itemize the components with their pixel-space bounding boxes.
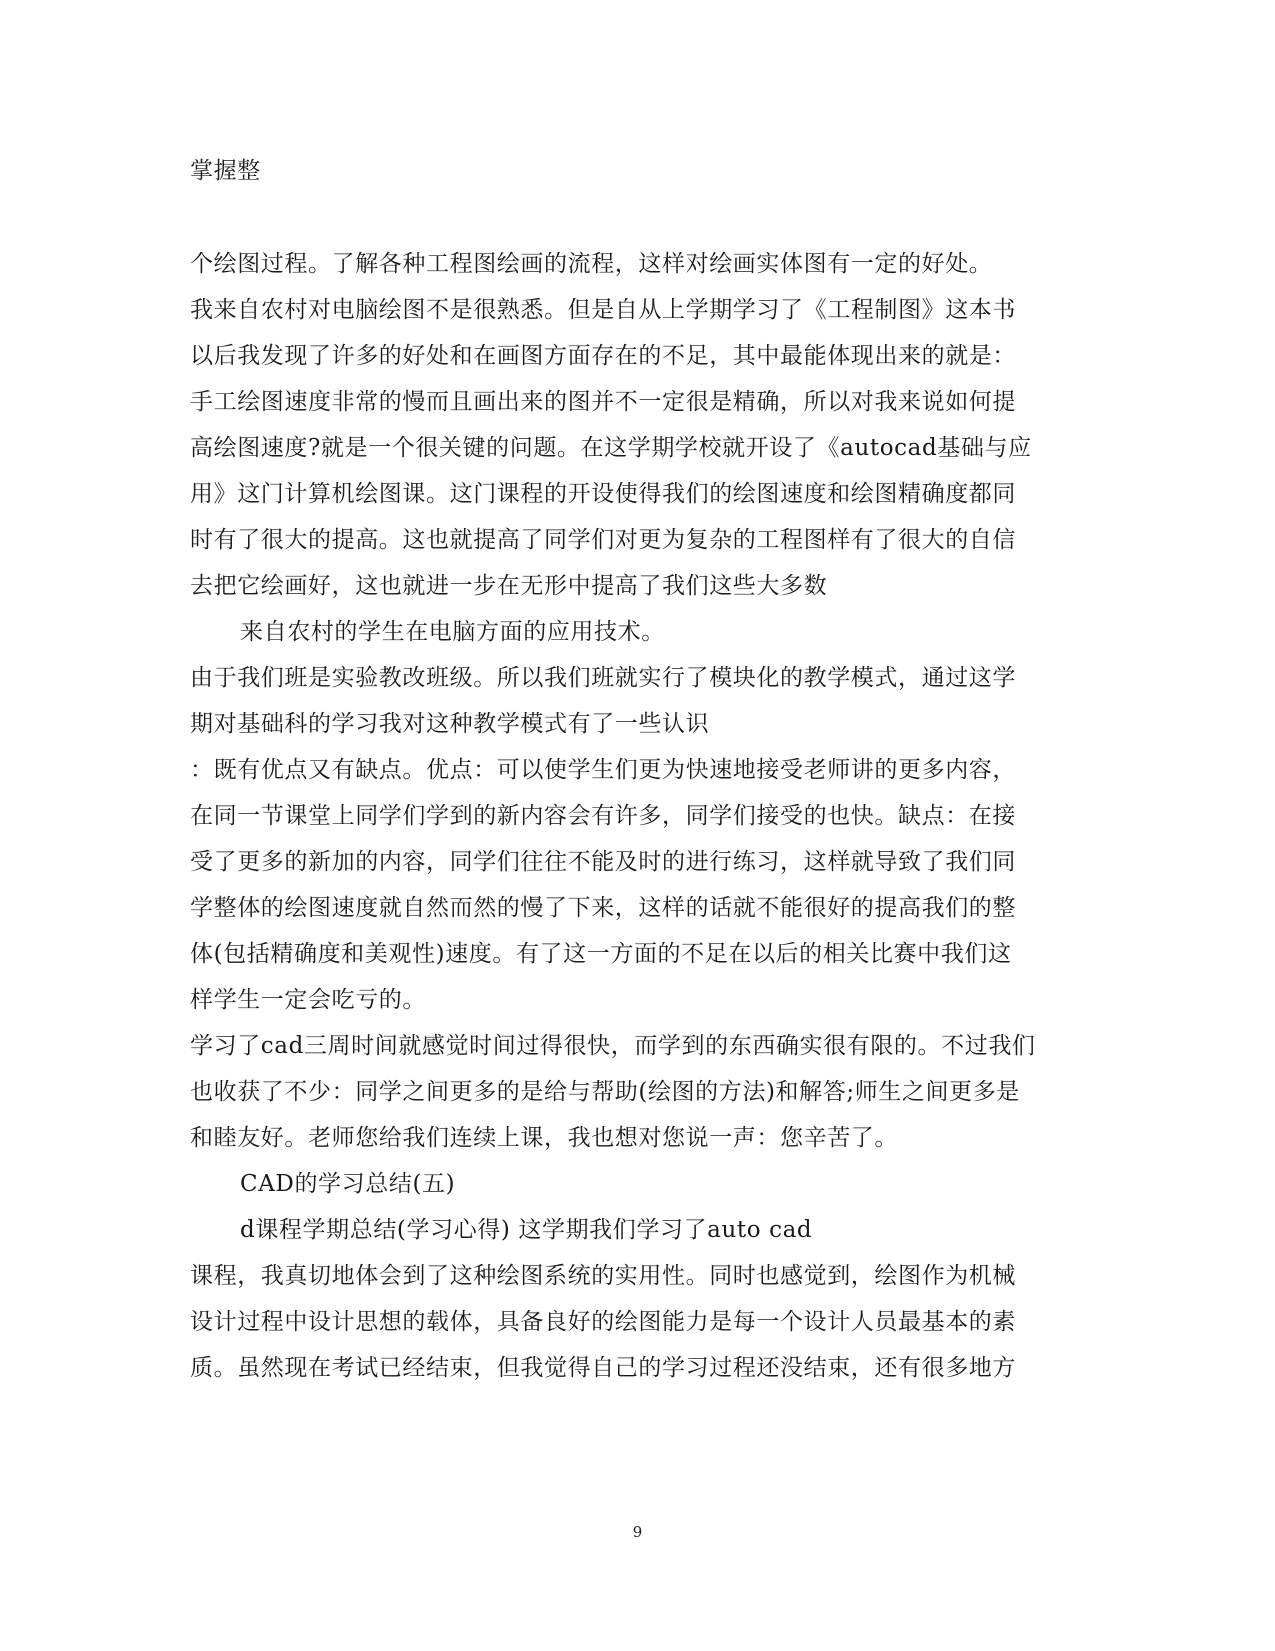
text-line: ：既有优点又有缺点。优点：可以使学生们更为快速地接受老师讲的更多内容， — [190, 757, 1016, 783]
text-line: 课程，我真切地体会到了这种绘图系统的实用性。同时也感觉到，绘图作为机械 — [190, 1263, 1016, 1289]
text-line: 期对基础科的学习我对这种教学模式有了一些认识 — [190, 711, 710, 737]
text-line: 受了更多的新加的内容，同学们往往不能及时的进行练习，这样就导致了我们同 — [190, 849, 1016, 875]
text-line: 学整体的绘图速度就自然而然的慢了下来，这样的话就不能很好的提高我们的整 — [190, 895, 1016, 921]
text-line: d课程学期总结(学习心得) 这学期我们学习了auto cad — [240, 1217, 813, 1243]
text-line: 体(包括精确度和美观性)速度。有了这一方面的不足在以后的相关比赛中我们这 — [190, 941, 1012, 967]
text-line: 去把它绘画好，这也就进一步在无形中提高了我们这些大多数 — [190, 573, 828, 599]
text-line: 在同一节课堂上同学们学到的新内容会有许多，同学们接受的也快。缺点：在接 — [190, 803, 1016, 829]
text-line: 用》这门计算机绘图课。这门课程的开设使得我们的绘图速度和绘图精确度都同 — [190, 481, 1016, 507]
text-line: 学习了cad三周时间就感觉时间过得很快，而学到的东西确实很有限的。不过我们 — [190, 1033, 1036, 1059]
text-line: 也收获了不少：同学之间更多的是给与帮助(绘图的方法)和解答;师生之间更多是 — [190, 1079, 1020, 1105]
text-line: 来自农村的学生在电脑方面的应用技术。 — [240, 619, 665, 645]
text-line: 质。虽然现在考试已经结束，但我觉得自己的学习过程还没结束，还有很多地方 — [190, 1355, 1016, 1381]
text-line: 以后我发现了许多的好处和在画图方面存在的不足，其中最能体现出来的就是： — [190, 343, 1016, 369]
text-line: 和睦友好。老师您给我们连续上课，我也想对您说一声：您辛苦了。 — [190, 1125, 898, 1151]
text-line: 掌握整 — [190, 158, 261, 184]
text-line: 时有了很大的提高。这也就提高了同学们对更为复杂的工程图样有了很大的自信 — [190, 527, 1016, 553]
text-line: 高绘图速度?就是一个很关键的问题。在这学期学校就开设了《autocad基础与应 — [190, 435, 1032, 461]
text-line: 我来自农村对电脑绘图不是很熟悉。但是自从上学期学习了《工程制图》这本书 — [190, 297, 1016, 323]
page-number: 9 — [632, 1523, 643, 1541]
text-line: 样学生一定会吃亏的。 — [190, 987, 426, 1013]
section-heading: CAD的学习总结(五) — [240, 1171, 456, 1197]
text-line: 个绘图过程。了解各种工程图绘画的流程，这样对绘画实体图有一定的好处。 — [190, 251, 993, 277]
text-line: 由于我们班是实验教改班级。所以我们班就实行了模块化的教学模式，通过这学 — [190, 665, 1016, 691]
text-line: 手工绘图速度非常的慢而且画出来的图并不一定很是精确，所以对我来说如何提 — [190, 389, 1016, 415]
text-line: 设计过程中设计思想的载体，具备良好的绘图能力是每一个设计人员最基本的素 — [190, 1309, 1016, 1335]
